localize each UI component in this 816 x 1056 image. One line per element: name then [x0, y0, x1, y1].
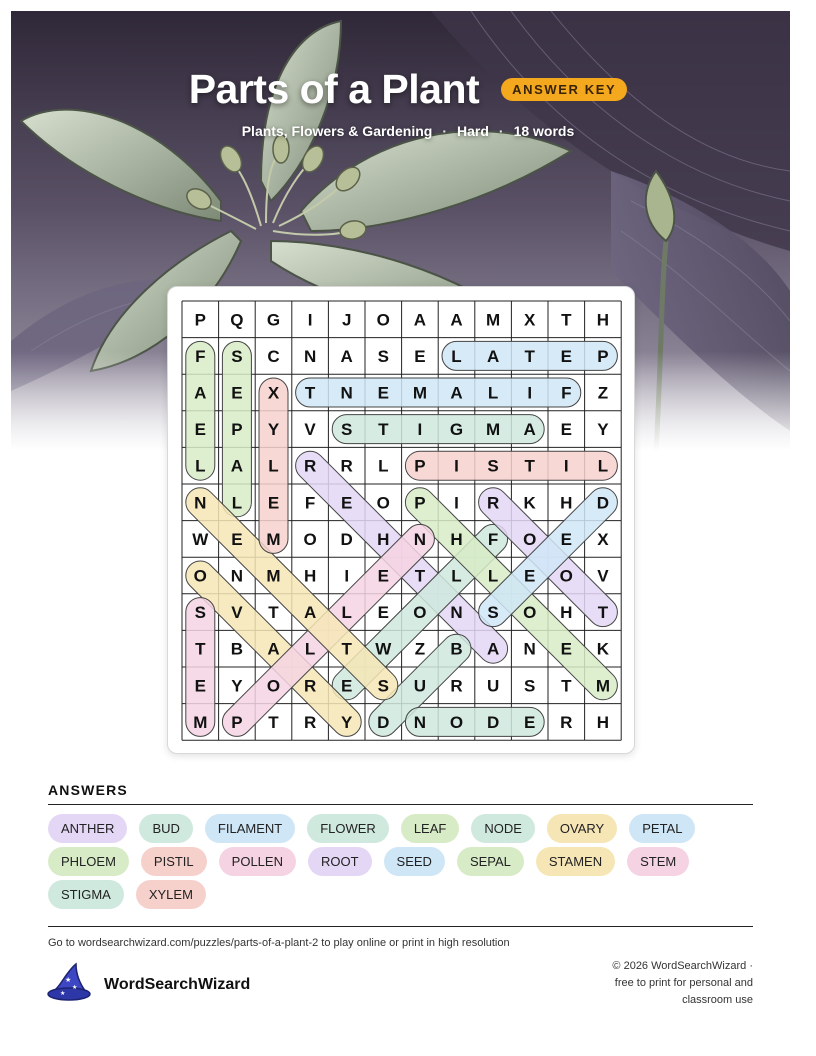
- grid-letter: I: [454, 456, 459, 476]
- grid-letter: B: [450, 639, 463, 659]
- grid-letter: S: [524, 676, 536, 696]
- word-count-label: 18 words: [513, 123, 575, 139]
- highlight-filament: [296, 378, 581, 407]
- grid-letter: M: [412, 383, 427, 403]
- grid-letter: H: [596, 712, 610, 732]
- copyright-line: free to print for personal and: [614, 977, 753, 989]
- grid-letter: T: [304, 383, 316, 403]
- grid-letter: C: [267, 346, 280, 366]
- subtitle: [0, 123, 816, 139]
- grid-letter: L: [487, 566, 499, 586]
- title-row: [0, 66, 816, 113]
- grid-letter: O: [303, 529, 317, 549]
- grid-letter: A: [413, 310, 427, 330]
- grid-letter: V: [597, 566, 609, 586]
- grid-letter: T: [524, 346, 535, 366]
- grid-letter: M: [595, 676, 610, 696]
- grid-letter: P: [414, 456, 426, 476]
- grid-letter: T: [195, 639, 206, 659]
- answer-chip-node: NODE: [471, 814, 535, 843]
- grid-letter: W: [192, 529, 209, 549]
- grid-letter: I: [563, 456, 569, 476]
- brand[interactable]: [46, 962, 250, 1007]
- grid-letter: Y: [267, 420, 280, 440]
- grid-letter: N: [450, 603, 463, 623]
- grid-letter: E: [560, 346, 572, 366]
- grid-letter: T: [268, 712, 279, 732]
- grid-letter: F: [195, 346, 206, 366]
- answer-chip-root: ROOT: [308, 847, 372, 876]
- grid-letter: T: [378, 420, 389, 440]
- answer-chip-pistil: PISTIL: [141, 847, 207, 876]
- grid-letter: R: [450, 676, 463, 696]
- copyright-line: classroom use: [682, 994, 753, 1006]
- grid-letter: W: [375, 639, 392, 659]
- answer-chip-seed: SEED: [384, 847, 445, 876]
- grid-letter: E: [560, 420, 572, 440]
- grid-letter: A: [450, 383, 463, 403]
- answer-chip-petal: PETAL: [629, 814, 695, 843]
- grid-letter: E: [231, 529, 243, 549]
- grid-letter: N: [340, 383, 353, 403]
- grid-letter: N: [303, 346, 317, 366]
- grid-letter: T: [561, 676, 572, 696]
- copyright: [573, 958, 753, 1009]
- grid-letter: A: [194, 383, 207, 403]
- answer-chip-phloem: PHLOEM: [48, 847, 129, 876]
- answer-chip-leaf: LEAF: [401, 814, 460, 843]
- grid-letter: O: [413, 603, 427, 623]
- grid-letter: O: [376, 493, 390, 513]
- answers-list: [48, 814, 753, 909]
- grid-letter: L: [487, 383, 499, 403]
- grid-letter: O: [559, 566, 573, 586]
- grid-letter: L: [451, 346, 462, 366]
- grid-letter: H: [377, 529, 390, 549]
- answer-chip-stem: STEM: [627, 847, 689, 876]
- grid-letter: L: [451, 566, 462, 586]
- grid-letter: U: [486, 676, 500, 696]
- divider: [48, 804, 753, 805]
- answer-key-badge: ANSWER KEY: [501, 78, 627, 101]
- grid-letter: I: [417, 420, 423, 440]
- grid-letter: T: [268, 603, 279, 623]
- highlight-pistil: [405, 451, 617, 480]
- grid-letter: E: [377, 383, 389, 403]
- grid-letter: K: [523, 493, 536, 513]
- grid-letter: H: [560, 603, 573, 623]
- grid-letter: O: [193, 566, 207, 586]
- grid-letter: N: [413, 529, 427, 549]
- grid-letter: M: [266, 566, 281, 586]
- grid-letter: I: [454, 493, 459, 513]
- grid-letter: E: [231, 383, 243, 403]
- grid-letter: H: [596, 310, 610, 330]
- grid-letter: X: [597, 529, 609, 549]
- grid-letter: F: [561, 383, 572, 403]
- grid-letter: O: [523, 603, 537, 623]
- grid-letter: S: [377, 346, 389, 366]
- answer-chip-ovary: OVARY: [547, 814, 617, 843]
- grid-letter: E: [524, 712, 536, 732]
- grid-letter: M: [486, 420, 501, 440]
- grid-letter: F: [487, 529, 499, 549]
- svg-text:★: ★: [65, 976, 72, 984]
- grid-letter: J: [341, 310, 352, 330]
- grid-letter: Z: [597, 383, 609, 403]
- grid-letter: L: [341, 603, 352, 623]
- answer-chip-xylem: XYLEM: [136, 880, 206, 909]
- grid-letter: R: [303, 712, 317, 732]
- grid-letter: K: [596, 639, 610, 659]
- grid-letter: H: [560, 493, 573, 513]
- svg-text:★: ★: [60, 990, 66, 997]
- grid-letter: S: [487, 603, 499, 623]
- grid-letter: N: [194, 493, 207, 513]
- grid-letter: R: [303, 456, 317, 476]
- footer-link-text[interactable]: Go to wordsearchwizard.com/puzzles/parts-of-a-plant-2 to play online or print in high resolution: [48, 937, 510, 949]
- grid-letter: A: [267, 639, 280, 659]
- answer-chip-bud: BUD: [139, 814, 192, 843]
- answer-chip-filament: FILAMENT: [205, 814, 295, 843]
- grid-letter: L: [195, 456, 206, 476]
- grid-letter: S: [341, 420, 353, 440]
- grid-letter: L: [378, 456, 389, 476]
- grid-letter: L: [597, 456, 609, 476]
- grid-letter: E: [267, 493, 280, 513]
- grid-letter: E: [194, 676, 206, 696]
- answer-chip-sepal: SEPAL: [457, 847, 524, 876]
- grid-letter: H: [450, 529, 463, 549]
- grid-letter: I: [344, 566, 350, 586]
- divider: [48, 926, 753, 927]
- grid-letter: R: [303, 676, 317, 696]
- answer-chip-pollen: POLLEN: [219, 847, 296, 876]
- category-label: Plants, Flowers & Gardening: [241, 123, 433, 139]
- grid-letter: Z: [414, 639, 426, 659]
- puzzle-grid: [168, 287, 636, 755]
- grid-letter: A: [303, 603, 317, 623]
- grid-letter: F: [304, 493, 316, 513]
- grid-letter: D: [596, 493, 610, 513]
- grid-letter: U: [413, 676, 427, 696]
- grid-letter: T: [561, 310, 572, 330]
- grid-letter: O: [449, 712, 464, 732]
- grid-letter: O: [523, 529, 537, 549]
- grid-letter: E: [341, 493, 353, 513]
- grid-letter: Y: [597, 420, 609, 440]
- copyright-line: © 2026 WordSearchWizard ·: [612, 960, 753, 972]
- grid-letter: H: [303, 566, 317, 586]
- grid-letter: M: [486, 310, 501, 330]
- separator: ·: [442, 123, 447, 139]
- grid-letter: E: [560, 639, 572, 659]
- grid-letter: T: [597, 603, 609, 623]
- difficulty-label: Hard: [456, 123, 489, 139]
- grid-letter: E: [524, 566, 536, 586]
- grid-letter: O: [376, 310, 390, 330]
- grid-letter: L: [231, 493, 243, 513]
- grid-letter: D: [377, 712, 390, 732]
- svg-text:★: ★: [72, 984, 78, 991]
- wizard-hat-icon: [46, 962, 92, 1007]
- grid-letter: E: [341, 676, 353, 696]
- grid-letter: A: [523, 420, 536, 440]
- grid-letter: Y: [231, 676, 243, 696]
- answer-chip-stamen: STAMEN: [536, 847, 615, 876]
- puzzle-grid-card: [167, 286, 635, 754]
- grid-letter: M: [193, 712, 208, 732]
- grid-letter: E: [194, 420, 206, 440]
- grid-letter: E: [414, 346, 426, 366]
- grid-letter: M: [266, 529, 281, 549]
- grid-letter: A: [450, 310, 463, 330]
- grid-letter: P: [231, 712, 243, 732]
- grid-letter: P: [231, 420, 243, 440]
- highlight-stigma: [332, 415, 544, 444]
- grid-letter: A: [340, 346, 353, 366]
- grid-letter: X: [524, 310, 536, 330]
- grid-letter: R: [340, 456, 353, 476]
- grid-letter: P: [194, 310, 206, 330]
- grid-letter: S: [194, 603, 206, 623]
- grid-letter: P: [414, 493, 426, 513]
- grid-letter: A: [230, 456, 244, 476]
- grid-letter: I: [307, 310, 313, 330]
- grid-letter: V: [304, 420, 316, 440]
- grid-letter: D: [486, 712, 500, 732]
- grid-letter: B: [230, 639, 244, 659]
- grid-letter: X: [267, 383, 280, 403]
- grid-letter: E: [377, 566, 389, 586]
- grid-letter: T: [341, 639, 352, 659]
- answer-chip-flower: FLOWER: [307, 814, 389, 843]
- grid-letter: S: [487, 456, 499, 476]
- grid-letter: L: [304, 639, 316, 659]
- brand-name: WordSearchWizard: [104, 975, 251, 993]
- grid-letter: L: [268, 456, 279, 476]
- grid-letter: S: [231, 346, 243, 366]
- answer-chip-anther: ANTHER: [48, 814, 127, 843]
- grid-letter: T: [524, 456, 535, 476]
- grid-letter: G: [266, 310, 281, 330]
- grid-letter: Y: [341, 712, 353, 732]
- grid-letter: I: [527, 383, 533, 403]
- grid-letter: T: [414, 566, 426, 586]
- answers-title: ANSWERS: [48, 782, 128, 798]
- grid-letter: Q: [230, 310, 244, 330]
- page-title: Parts of a Plant: [188, 66, 480, 112]
- grid-letter: N: [230, 566, 244, 586]
- grid-letter: A: [486, 639, 500, 659]
- grid-letter: V: [231, 603, 243, 623]
- grid-letter: R: [486, 493, 500, 513]
- grid-letter: D: [340, 529, 353, 549]
- grid-letter: A: [486, 346, 500, 366]
- grid-letter: S: [377, 676, 389, 696]
- title-block: [0, 66, 816, 139]
- answer-chip-stigma: STIGMA: [48, 880, 124, 909]
- separator: ·: [498, 123, 504, 139]
- grid-letter: E: [560, 529, 572, 549]
- grid-letter: E: [377, 603, 389, 623]
- grid-letter: N: [413, 712, 427, 732]
- grid-letter: R: [560, 712, 573, 732]
- grid-letter: N: [523, 639, 536, 659]
- grid-letter: G: [449, 420, 464, 440]
- grid-letter: O: [266, 676, 281, 696]
- grid-letter: P: [597, 346, 609, 366]
